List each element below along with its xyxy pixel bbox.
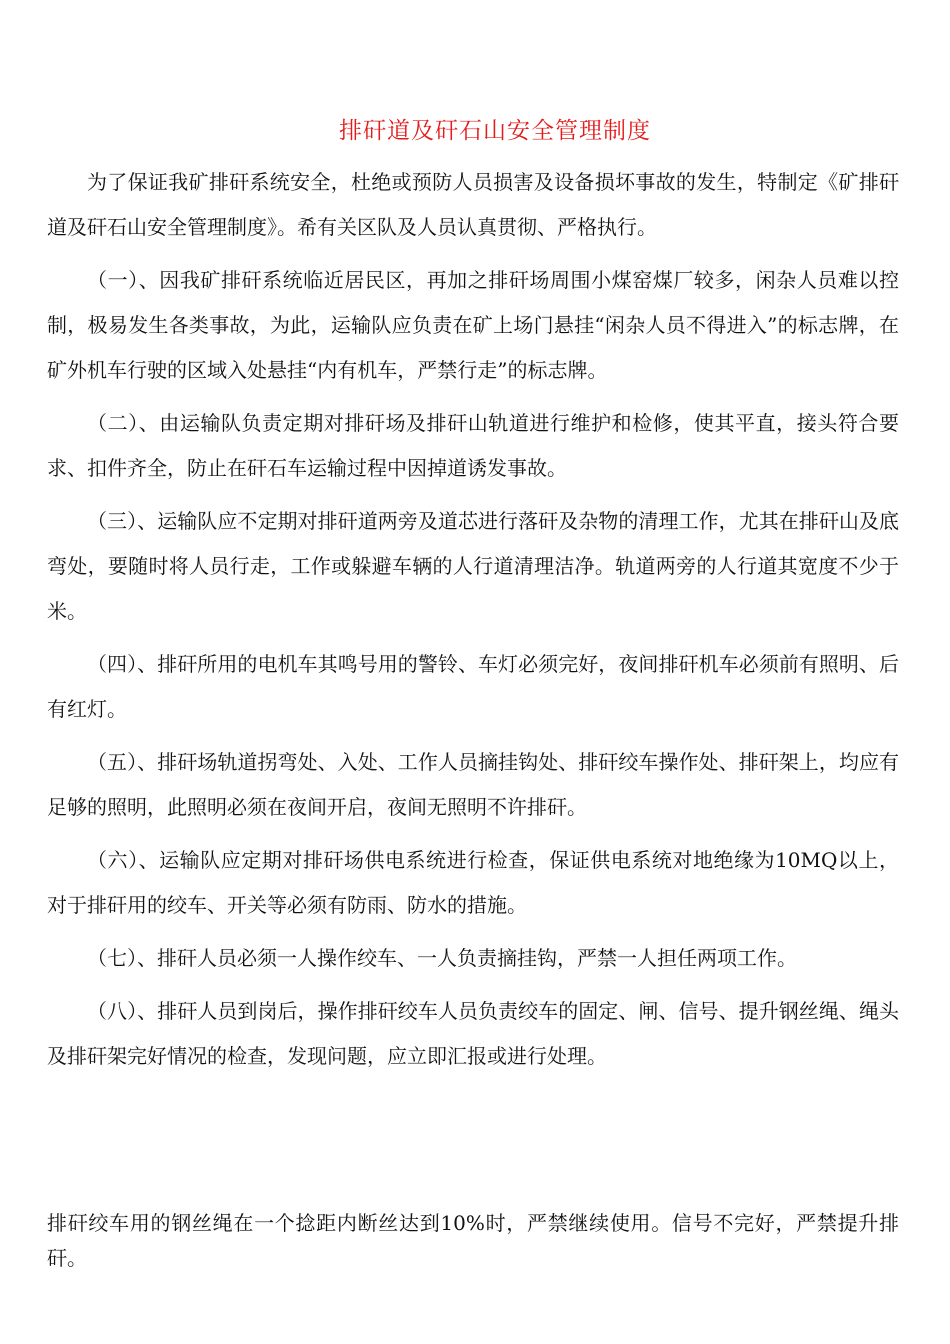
clause-6: （六）、运输队应定期对排矸场供电系统进行检查，保证供电系统对地绝缘为10MQ以上，对于排矸用的绞车、开关等必须有防雨、防水的措施。 — [47, 848, 899, 917]
document-body — [47, 160, 899, 1085]
document-title: 排矸道及矸石山安全管理制度 — [339, 118, 651, 144]
intro-paragraph: 为了保证我矿排矸系统安全，杜绝或预防人员损害及设备损坏事故的发生，特制定《矿排矸道及矸石山安全管理制度》。希有关区队及人员认真贯彻、严格执行。 — [47, 170, 899, 239]
clause-7: （七）、排矸人员必须一人操作绞车、一人负责摘挂钩，严禁一人担任两项工作。 — [87, 946, 797, 970]
clause-8: （八）、排矸人员到岗后，操作排矸绞车人员负责绞车的固定、闸、信号、提升钢丝绳、绳头及排矸架完好情况的检查，发现问题，应立即汇报或进行处理。 — [47, 999, 899, 1068]
clause-4: （四）、排矸所用的电机车其鸣号用的警铃、车灯必须完好，夜间排矸机车必须前有照明、后有红灯。 — [47, 652, 899, 721]
wire-rope-note: 排矸绞车用的钢丝绳在一个捻距内断丝达到10%时，严禁继续使用。信号不完好，严禁提升排矸。 — [47, 1211, 899, 1270]
clause-3: （三）、运输队应不定期对排矸道两旁及道芯进行落矸及杂物的清理工作，尤其在排矸山及底弯处，要随时将人员行走，工作或躲避车辆的人行道清理洁净。轨道两旁的人行道其宽度不少于 米。 — [47, 509, 899, 623]
clause-2: （二）、由运输队负责定期对排矸场及排矸山轨道进行维护和检修，使其平直，接头符合要求、扣件齐全，防止在矸石车运输过程中因掉道诱发事故。 — [47, 411, 899, 480]
clause-1: （一）、因我矿排矸系统临近居民区，再加之排矸场周围小煤窑煤厂较多，闲杂人员难以控制，极易发生各类事故，为此，运输队应负责在矿上场门悬挂“闲杂人员不得进入”的标志牌，在矿外机车行驶的区域入处悬挂“内有机车，严禁行走”的标志牌。 — [47, 268, 899, 382]
clause-5: （五）、排矸场轨道拐弯处、入处、工作人员摘挂钩处、排矸绞车操作处、排矸架上，均应有足够的照明，此照明必须在夜间开启，夜间无照明不许排矸。 — [47, 750, 899, 819]
